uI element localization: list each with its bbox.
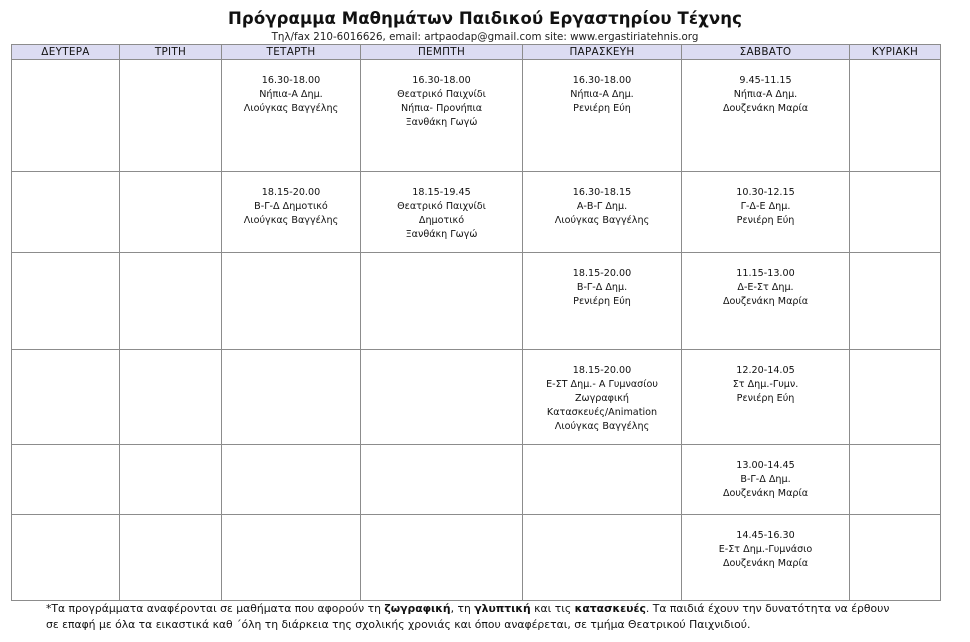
empty-slot [361, 252, 523, 349]
class-time: 9.45-11.15 [739, 75, 792, 86]
class-detail: Λιούγκας Βαγγέλης [243, 215, 339, 227]
class-detail: Νήπια- Προνήπια [400, 103, 483, 114]
class-detail: Ρενιέρη Εύη [573, 295, 631, 307]
empty-slot [850, 60, 941, 172]
class-detail: Ρενιέρη Εύη [736, 215, 795, 227]
class-detail: Λιούγκας Βαγγέλης [554, 421, 650, 433]
class-time: 16.30-18.15 [572, 187, 632, 199]
class-detail: Θεατρικό Παιχνίδι [397, 89, 486, 100]
class-slot [682, 172, 850, 252]
class-detail: Κατασκευές/Animation [546, 407, 658, 419]
empty-slot [222, 445, 361, 514]
empty-slot [120, 514, 222, 600]
class-detail: Λιούγκας Βαγγέλης [554, 215, 650, 227]
class-detail: Δημοτικό [418, 215, 465, 227]
empty-slot [523, 514, 682, 600]
schedule-row [12, 172, 941, 252]
footnote-emphasis: ζωγραφική [384, 602, 451, 615]
class-detail: Νήπια-Α Δημ. [259, 89, 323, 100]
footnote-emphasis: γλυπτική [474, 602, 531, 615]
empty-slot [120, 252, 222, 349]
empty-slot [222, 350, 361, 445]
day-header: ΣΑΒΒΑΤΟ [682, 45, 850, 60]
class-detail: Λιούγκας Βαγγέλης [243, 103, 339, 114]
empty-slot [12, 445, 120, 514]
empty-slot [850, 445, 941, 514]
footnote-emphasis: κατασκευές [574, 602, 646, 615]
day-header: ΠΕΜΠΤΗ [361, 45, 523, 60]
class-slot [523, 60, 682, 172]
class-slot [682, 60, 850, 172]
class-detail: Θεατρικό Παιχνίδι [397, 201, 486, 213]
class-time: 16.30-18.00 [412, 75, 471, 86]
class-time: 18.15-20.00 [572, 267, 632, 279]
class-time: 13.00-14.45 [736, 460, 795, 472]
day-header: ΤΡΙΤΗ [120, 45, 222, 60]
empty-slot [523, 445, 682, 514]
class-detail: Στ Δημ.-Γυμν. [732, 379, 799, 391]
class-detail: Δ-Ε-Στ Δημ. [737, 281, 794, 293]
class-detail: Νήπια-Α Δημ. [570, 89, 634, 100]
class-detail: Ε-ΣΤ Δημ.- Α Γυμνασίου [546, 379, 658, 391]
footnote-text: , τη [450, 602, 475, 615]
class-detail: Α-Β-Γ Δημ. [576, 201, 628, 213]
class-time: 11.15-13.00 [736, 267, 795, 279]
empty-slot [12, 60, 120, 172]
schedule-table [11, 44, 941, 601]
empty-slot [850, 350, 941, 445]
day-header: ΔΕΥΤΕΡΑ [12, 45, 120, 60]
class-slot [361, 60, 523, 172]
class-detail: Ζωγραφική [574, 393, 629, 405]
class-detail: Β-Γ-Δ Δημ. [740, 474, 791, 486]
empty-slot [12, 172, 120, 252]
empty-slot [361, 350, 523, 445]
class-slot [361, 172, 523, 252]
empty-slot [850, 514, 941, 600]
class-slot [523, 350, 682, 445]
class-time: 12.20-14.05 [736, 365, 795, 377]
class-detail: Β-Γ-Δ Δημ. [576, 281, 628, 293]
schedule-row [12, 514, 941, 600]
empty-slot [120, 445, 222, 514]
empty-slot [120, 60, 222, 172]
footnote [46, 601, 946, 632]
empty-slot [361, 514, 523, 600]
class-time: 10.30-12.15 [736, 187, 795, 199]
empty-slot [222, 252, 361, 349]
day-header: ΠΑΡΑΣΚΕΥΗ [523, 45, 682, 60]
class-time: 18.15-20.00 [572, 365, 632, 377]
class-time: 18.15-20.00 [261, 187, 321, 199]
class-detail: Β-Γ-Δ Δημοτικό [254, 201, 328, 213]
class-slot [682, 514, 850, 600]
schedule-row [12, 60, 941, 172]
class-time: 16.30-18.00 [572, 75, 632, 86]
empty-slot [12, 252, 120, 349]
day-header: ΚΥΡΙΑΚΗ [850, 45, 941, 60]
class-slot [523, 252, 682, 349]
class-slot [222, 172, 361, 252]
class-detail: Δουζενάκη Μαρία [722, 103, 809, 114]
class-slot [523, 172, 682, 252]
empty-slot [850, 252, 941, 349]
day-header: ΤΕΤΑΡΤΗ [222, 45, 361, 60]
class-slot [222, 60, 361, 172]
page-title: Πρόγραμμα Μαθημάτων Παιδικού Εργαστηρίου Τέχνης [228, 9, 742, 28]
class-time: 18.15-19.45 [412, 187, 471, 199]
empty-slot [12, 350, 120, 445]
schedule-row [12, 350, 941, 445]
class-detail: Δουζενάκη Μαρία [722, 557, 809, 569]
class-time: 16.30-18.00 [261, 75, 321, 86]
class-detail: Νήπια-Α Δημ. [733, 89, 798, 100]
class-detail: Ρενιέρη Εύη [736, 393, 795, 405]
class-detail: Δουζενάκη Μαρία [722, 295, 809, 307]
footnote-text: . Τα παιδιά έχουν την δυνατότητα να έρθουν [645, 602, 890, 615]
empty-slot [12, 514, 120, 600]
empty-slot [120, 172, 222, 252]
class-detail: Ξανθάκη Γωγώ [405, 229, 478, 241]
footnote-text: και τις [530, 602, 575, 615]
class-detail: Ξανθάκη Γωγώ [405, 117, 478, 128]
footnote-text: *Τα προγράμματα αναφέρονται σε μαθήματα που αφορούν τη [46, 602, 385, 615]
class-detail: Ρενιέρη Εύη [573, 103, 631, 114]
contact-line: Τηλ/fax 210-6016626, email: artpaodap@gmail.com site: www.ergastiriatehnis.org [271, 31, 699, 43]
class-detail: Ε-Στ Δημ.-Γυμνάσιο [718, 543, 813, 555]
empty-slot [120, 350, 222, 445]
class-detail: Γ-Δ-Ε Δημ. [740, 201, 791, 213]
footnote-text: σε επαφή με όλα τα εικαστικά καθ ΄όλη τη διάρκεια της σχολικής χρονιάς και όπου αναφέρεται, σε τμήμα Θεατρικού Παιχνιδιού. [46, 617, 751, 631]
empty-slot [850, 172, 941, 252]
class-slot [682, 252, 850, 349]
class-slot [682, 350, 850, 445]
day-header-row [12, 45, 941, 60]
schedule-row [12, 445, 941, 514]
class-detail: Δουζενάκη Μαρία [722, 488, 809, 500]
class-slot [682, 445, 850, 514]
schedule-row [12, 252, 941, 349]
empty-slot [222, 514, 361, 600]
class-time: 14.45-16.30 [736, 529, 795, 541]
empty-slot [361, 445, 523, 514]
